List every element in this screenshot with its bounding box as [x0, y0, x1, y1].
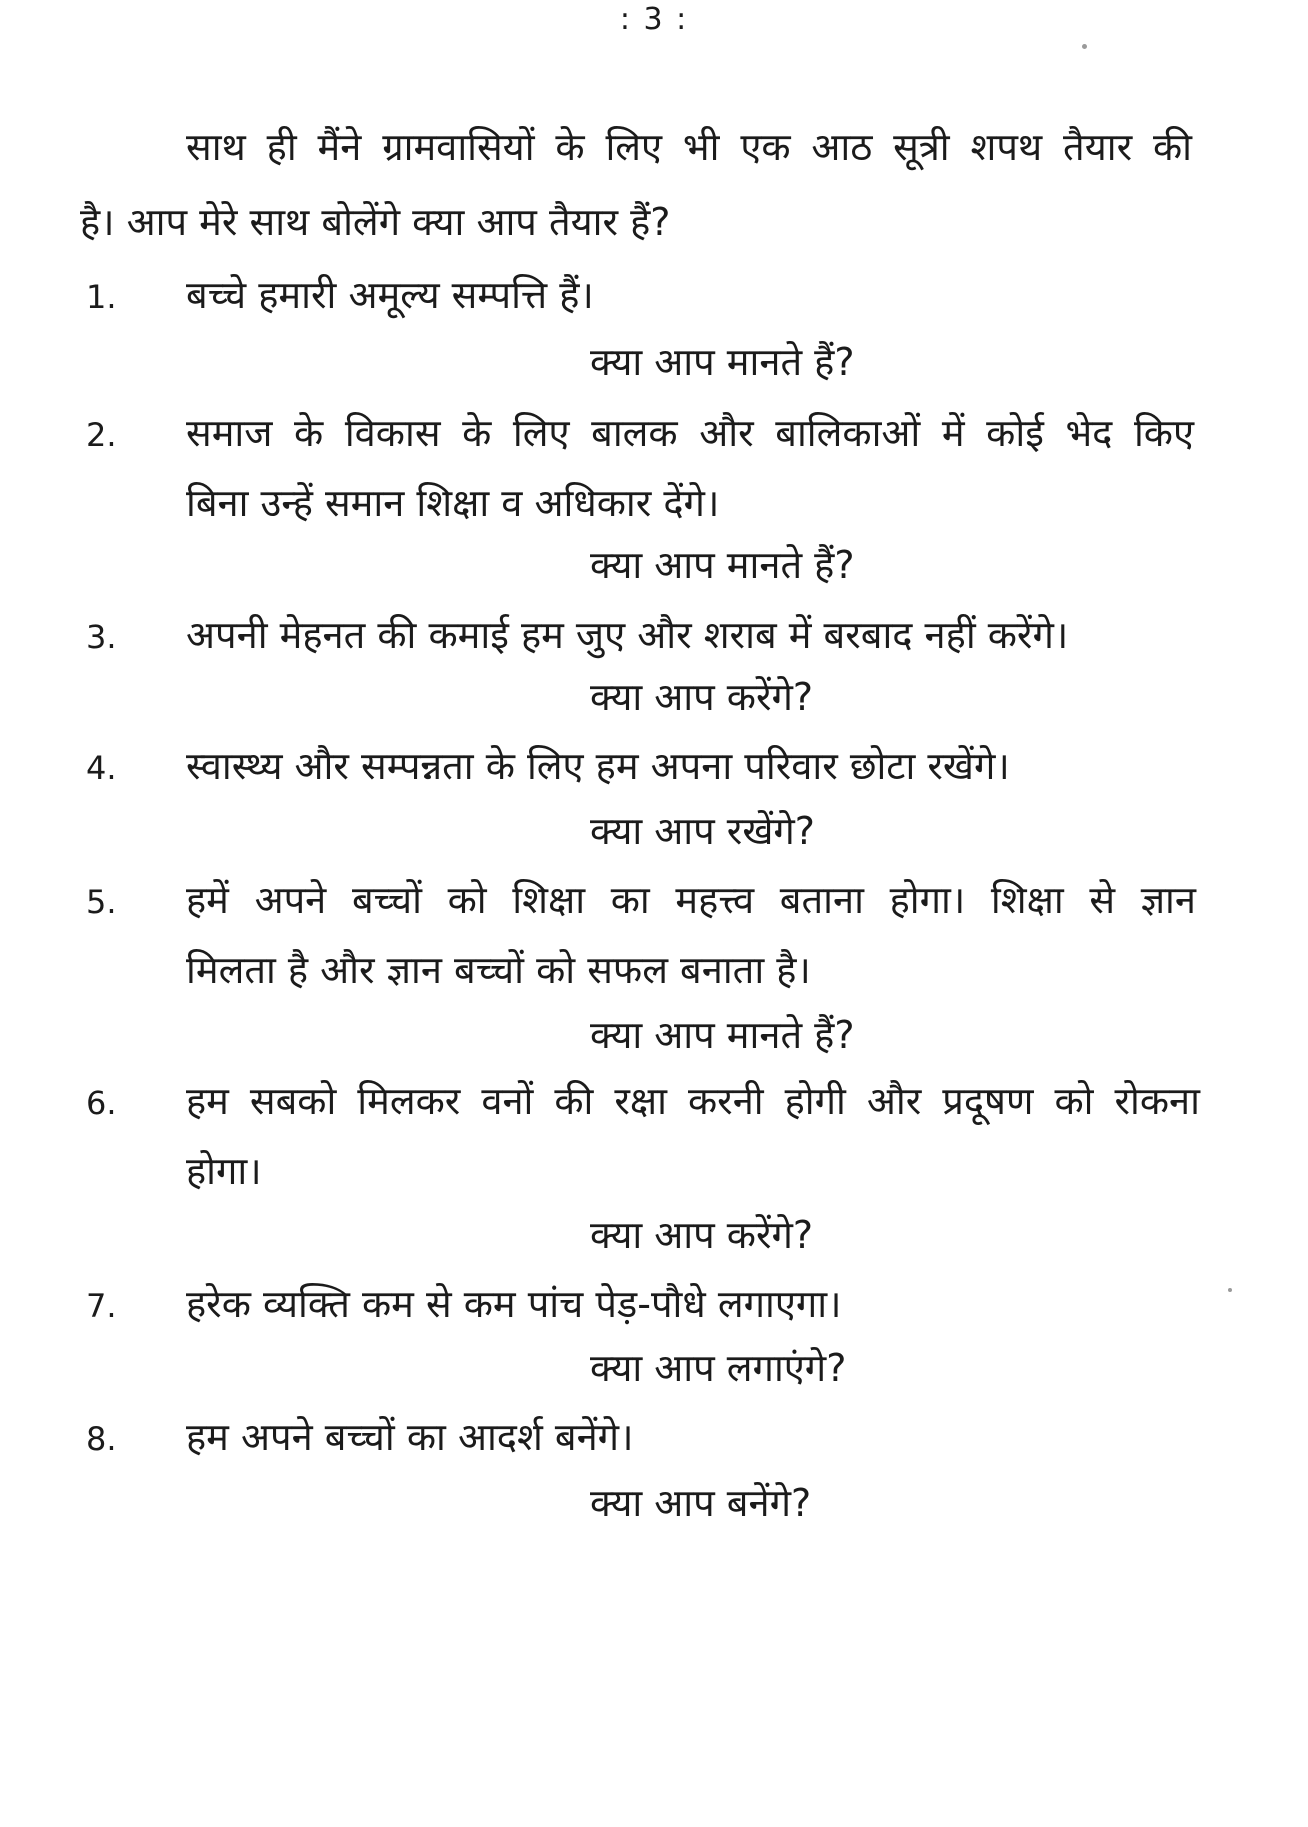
item-text-line: हमें अपने बच्चों को शिक्षा का महत्त्व बताना होगा। शिक्षा से ज्ञान [186, 878, 1196, 922]
item-text-line: मिलता है और ज्ञान बच्चों को सफल बनाता है। [186, 948, 811, 992]
page-number: : 3 : [619, 2, 689, 37]
intro-line-2: है। आप मेरे साथ बोलेंगे क्या आप तैयार हैं? [80, 200, 671, 244]
item-text-line: बच्चे हमारी अमूल्य सम्पत्ति हैं। [186, 273, 594, 317]
item-text-line: समाज के विकास के लिए बालक और बालिकाओं में कोई भेद किए [186, 411, 1194, 455]
scan-speck [1228, 1288, 1232, 1292]
item-text-line: हम सबको मिलकर वनों की रक्षा करनी होगी और प्रदूषण को रोकना [186, 1079, 1200, 1123]
intro-line-1: साथ ही मैंने ग्रामवासियों के लिए भी एक आठ सूत्री शपथ तैयार की [186, 125, 1192, 169]
item-number: 7. [86, 1287, 117, 1325]
item-number: 5. [86, 883, 117, 921]
item-number: 3. [86, 618, 117, 656]
item-number: 1. [86, 278, 117, 316]
item-text-line: अपनी मेहनत की कमाई हम जुए और शराब में बरबाद नहीं करेंगे। [186, 613, 1069, 657]
item-number: 2. [86, 416, 117, 454]
item-question: क्या आप लगाएंगे? [590, 1346, 847, 1390]
item-number: 4. [86, 749, 117, 787]
item-text-line: बिना उन्हें समान शिक्षा व अधिकार देंगे। [186, 481, 720, 525]
item-text-line: स्वास्थ्य और सम्पन्नता के लिए हम अपना परिवार छोटा रखेंगे। [186, 744, 1010, 788]
item-text-line: होगा। [186, 1149, 262, 1193]
item-number: 8. [86, 1420, 117, 1458]
item-question: क्या आप मानते हैं? [590, 543, 855, 587]
scan-speck [1082, 44, 1087, 49]
item-text-line: हम अपने बच्चों का आदर्श बनेंगे। [186, 1415, 634, 1459]
item-question: क्या आप रखेंगे? [590, 809, 815, 853]
item-question: क्या आप मानते हैं? [590, 1013, 855, 1057]
item-question: क्या आप करेंगे? [590, 675, 814, 719]
item-text-line: हरेक व्यक्ति कम से कम पांच पेड़-पौधे लगाएगा। [186, 1282, 842, 1326]
item-question: क्या आप मानते हैं? [590, 340, 855, 384]
item-number: 6. [86, 1084, 117, 1122]
item-question: क्या आप बनेंगे? [590, 1481, 812, 1525]
item-question: क्या आप करेंगे? [590, 1213, 814, 1257]
